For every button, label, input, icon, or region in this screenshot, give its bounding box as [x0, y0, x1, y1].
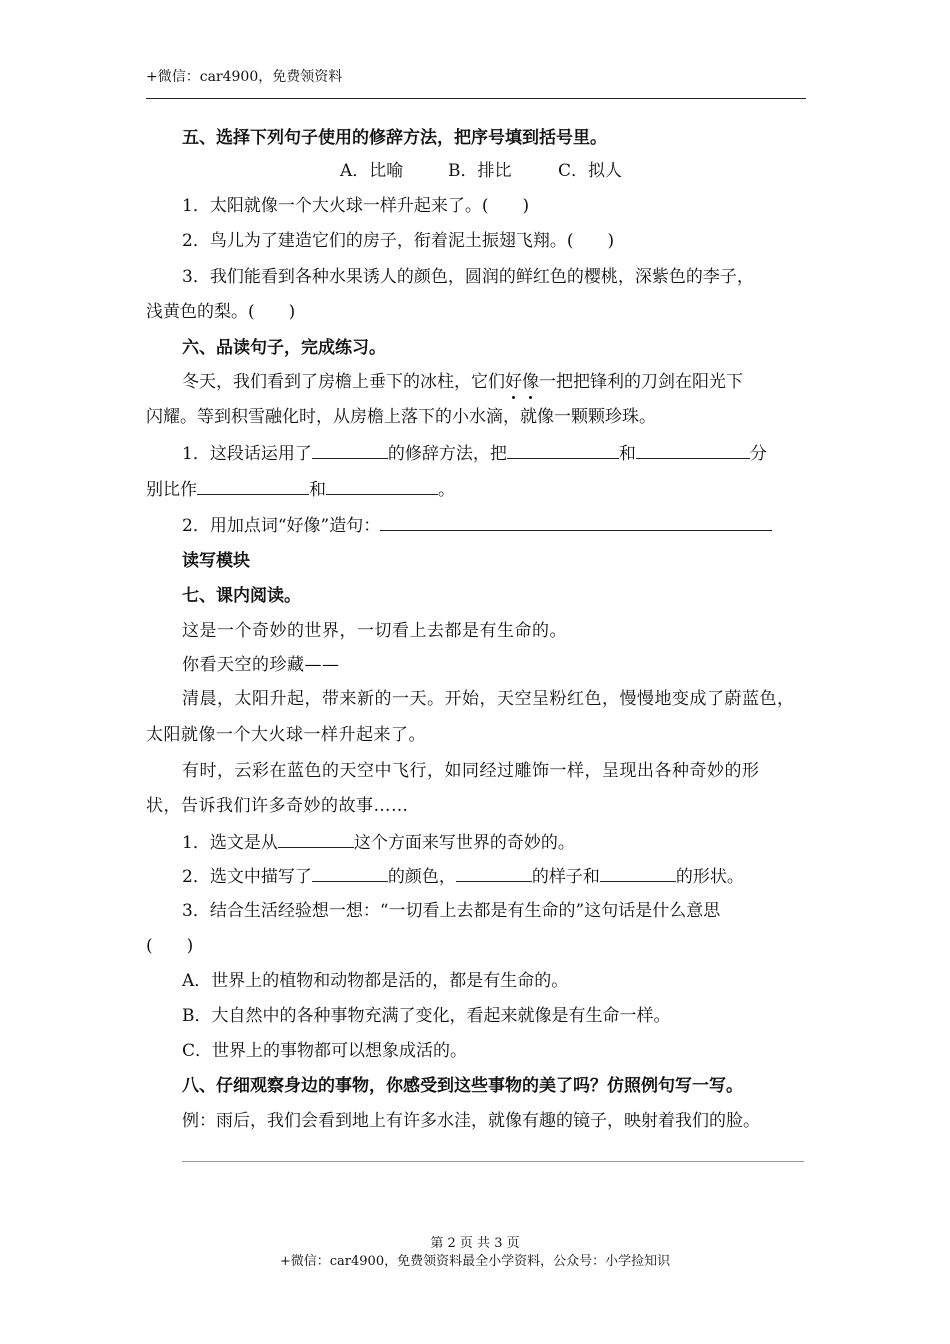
page-number: 第 2 页 共 3 页: [430, 1236, 520, 1251]
section-7-question-3-line-2: ( ): [146, 936, 194, 956]
section-6-title: 六、品读句子，完成练习。: [182, 338, 386, 358]
answer-blank[interactable]: [278, 831, 354, 848]
answer-line[interactable]: [182, 1161, 804, 1162]
section-5-question-3-line-1: 3．我们能看到各种水果诱人的颜色，圆润的鲜红色的樱桃，深紫色的李子，: [182, 267, 754, 287]
section-7-passage-p1: 这是一个奇妙的世界，一切看上去都是有生命的。: [182, 621, 567, 641]
section-7-question-3-line-1: 3．结合生活经验想一想：“一切看上去都是有生命的”这句话是什么意思: [182, 901, 721, 921]
section-7-title: 七、课内阅读。: [182, 586, 301, 606]
answer-blank[interactable]: [380, 514, 772, 531]
section-5-question-2: 2．鸟儿为了建造它们的房子，衔着泥土振翅飞翔。( ): [182, 231, 615, 251]
option-a: A．比喻: [340, 161, 404, 181]
section-5-question-3-line-2: 浅黄色的梨。( ): [146, 302, 296, 322]
passage-text: 冬天，我们看到了房檐上垂下的冰柱，它们: [182, 372, 505, 392]
section-5-question-1: 1．太阳就像一个大火球一样升起来了。( ): [182, 196, 530, 216]
section-7-passage-p4-line-1: 有时，云彩在蓝色的天空中飞行，如同经过雕饰一样，呈现出各种奇妙的形: [182, 761, 760, 781]
question-text: 2．选文中描写了: [182, 867, 312, 887]
header-text: +微信：car4900，免费领资料: [146, 69, 343, 85]
section-6-question-1-line-1: [182, 442, 767, 465]
section-7-option-a: A．世界上的植物和动物都是活的，都是有生命的。: [182, 971, 569, 991]
section-7-option-b: B．大自然中的各种事物充满了变化，看起来就像是有生命一样。: [182, 1006, 671, 1026]
section-6-passage-line-1: [182, 371, 743, 393]
answer-blank[interactable]: [636, 442, 750, 459]
question-text: 1．选文是从: [182, 833, 278, 853]
section-6-passage-line-2: 闪耀。等到积雪融化时，从房檐上落下的小水滴，就像一颗颗珍珠。: [146, 407, 656, 427]
answer-blank[interactable]: [197, 478, 309, 495]
section-7-passage-p3-line-2: 太阳就像一个大火球一样升起来了。: [146, 725, 426, 745]
footer-text: +微信：car4900，免费领资料最全小学资料，公众号：小学捡知识: [279, 1254, 671, 1269]
option-b: B．排比: [448, 161, 512, 181]
section-6-question-2: [182, 514, 772, 537]
question-text: 的颜色，: [387, 867, 456, 887]
dotted-char-xiang: 像: [522, 372, 539, 392]
section-7-passage-p4-line-2: 状，告诉我们许多奇妙的故事……: [146, 796, 409, 816]
question-text: 的样子和: [531, 867, 600, 887]
section-5-title: 五、选择下列句子使用的修辞方法，把序号填到括号里。: [182, 128, 607, 148]
question-text: 。: [438, 480, 455, 500]
question-text: 2．用加点词“好像”造句：: [182, 516, 381, 536]
answer-blank[interactable]: [312, 442, 388, 459]
section-7-question-2: [182, 865, 744, 888]
passage-text: 一把把锋利的刀剑在阳光下: [539, 372, 743, 392]
question-text: 和: [618, 444, 636, 464]
section-7-question-1: [182, 831, 575, 854]
module-title: 读写模块: [182, 551, 250, 571]
answer-blank[interactable]: [326, 478, 438, 495]
header-divider: [146, 98, 806, 99]
answer-blank[interactable]: [312, 865, 388, 882]
question-text: 的形状。: [675, 867, 744, 887]
dotted-char-hao: 好: [505, 372, 522, 392]
section-5-options: [340, 160, 622, 182]
question-text: 分: [749, 444, 767, 464]
question-text: 的修辞方法，把: [387, 444, 507, 464]
question-text: 这个方面来写世界的奇妙的。: [353, 833, 575, 853]
option-c: C．拟人: [558, 161, 623, 181]
question-text: 1．这段话运用了: [182, 444, 312, 464]
answer-blank[interactable]: [507, 442, 619, 459]
question-text: 和: [309, 480, 326, 500]
question-text: 别比作: [146, 480, 197, 500]
section-7-passage-p3-line-1: 清晨，太阳升起，带来新的一天。开始，天空呈粉红色，慢慢地变成了蔚蓝色，: [182, 689, 795, 709]
section-6-question-1-line-2: [146, 478, 455, 501]
section-7-option-c: C．世界上的事物都可以想象成活的。: [182, 1041, 468, 1061]
section-7-passage-p2: 你看天空的珍藏——: [182, 655, 340, 675]
answer-blank[interactable]: [456, 865, 532, 882]
section-8-title: 八、仔细观察身边的事物，你感受到这些事物的美了吗？仿照例句写一写。: [182, 1076, 743, 1096]
section-8-example: 例：雨后，我们会看到地上有许多水洼，就像有趣的镜子，映射着我们的脸。: [182, 1111, 760, 1131]
answer-blank[interactable]: [600, 865, 676, 882]
